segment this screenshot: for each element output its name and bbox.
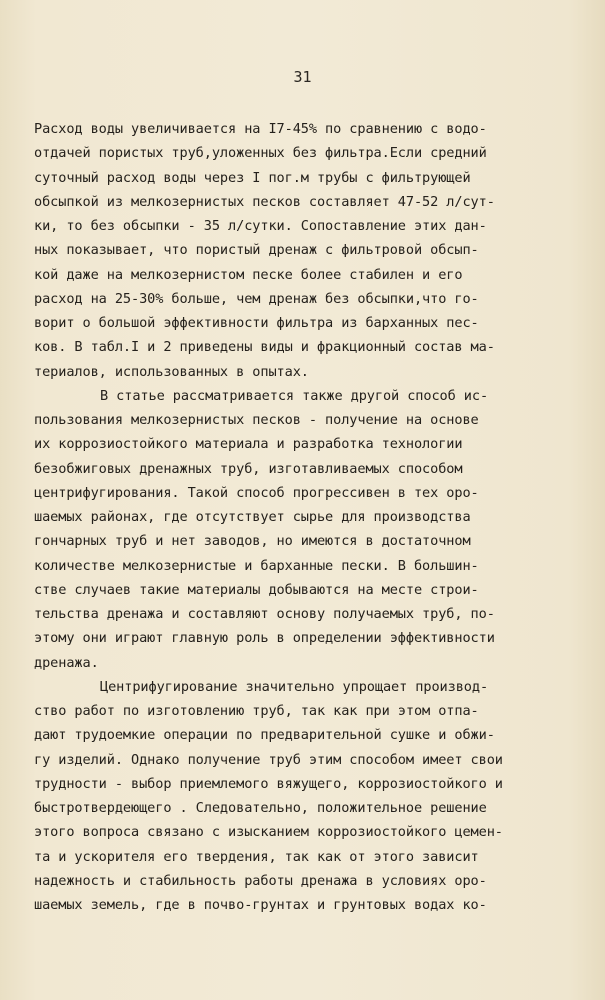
text-line: пользования мелкозернистых песков - получение на основе (34, 412, 479, 428)
text-line: ворит о большой эффективности фильтра из барханных пес- (34, 315, 479, 331)
text-line: дают трудоемкие операции по предварительной сушке и обжи- (34, 727, 495, 744)
text-line: гончарных труб и нет заводов, но имеются в достаточном (34, 533, 471, 550)
text-line: быстротвердеющего . Следовательно, положительное решение (34, 800, 487, 816)
text-line: расход на 25-30% больше, чем дренаж без обсыпки,что го- (34, 290, 479, 307)
text-line: этому они играют главную роль в определении эффективности (34, 630, 495, 647)
text-line: стве случаев такие материалы добываются на месте строи- (34, 581, 479, 598)
text-line: гу изделий. Однако получение труб этим способом имеет свои (34, 751, 503, 768)
text-line: ки, то без обсыпки - 35 л/сутки. Сопоставление этих дан- (34, 218, 487, 234)
text-line: безобжиговых дренажных труб, изготавливаемых способом (34, 460, 463, 477)
text-line-indented: В статье рассматривается также другой способ ис- (100, 387, 489, 404)
body-text (34, 117, 569, 917)
text-line: териалов, использованных в опытах. (34, 363, 309, 380)
text-line: кой даже на мелкозернистом песке более стабилен и его (34, 266, 463, 283)
page-number: 31 (293, 68, 312, 86)
text-line: трудности - выбор приемлемого вяжущего, коррозиостойкого и (34, 775, 503, 792)
text-line: тельства дренажа и составляют основу получаемых труб, по- (34, 606, 495, 622)
text-line: обсыпкой из мелкозернистых песков составляет 47-52 л/сут- (34, 193, 495, 210)
text-line: суточный расход воды через I пог.м трубы с фильтрующей (34, 169, 471, 186)
text-line: количестве мелкозернистые и барханные пески. В большин- (34, 557, 479, 574)
text-line: ков. В табл.I и 2 приведены виды и фракционный состав ма- (34, 339, 495, 356)
text-line: шаемых земель, где в почво-грунтах и грунтовых водах ко- (34, 897, 487, 913)
text-line: ство работ по изготовлению труб, так как при этом отпа- (34, 703, 479, 719)
text-line: шаемых районах, где отсутствует сырье для производства (34, 509, 471, 525)
text-line: дренажа. (34, 654, 99, 671)
text-line-indented: Центрифугирование значительно упрощает производ- (100, 678, 489, 695)
text-line: Расход воды увеличивается на I7-45% по сравнению с водо- (34, 121, 487, 137)
text-line: ных показывает, что пористый дренаж с фильтровой обсып- (34, 242, 479, 259)
text-line: та и ускорителя его твердения, так как от этого зависит (34, 848, 479, 865)
text-line: центрифугирования. Такой способ прогрессивен в тех оро- (34, 484, 479, 501)
text-line: отдачей пористых труб,уложенных без фильтра.Если средний (34, 145, 487, 162)
text-line: этого вопроса связано с изысканием коррозиостойкого цемен- (34, 824, 503, 841)
text-line: надежность и стабильность работы дренажа в условиях оро- (34, 872, 487, 889)
text-line: их коррозиостойкого материала и разработка технологии (34, 436, 463, 453)
